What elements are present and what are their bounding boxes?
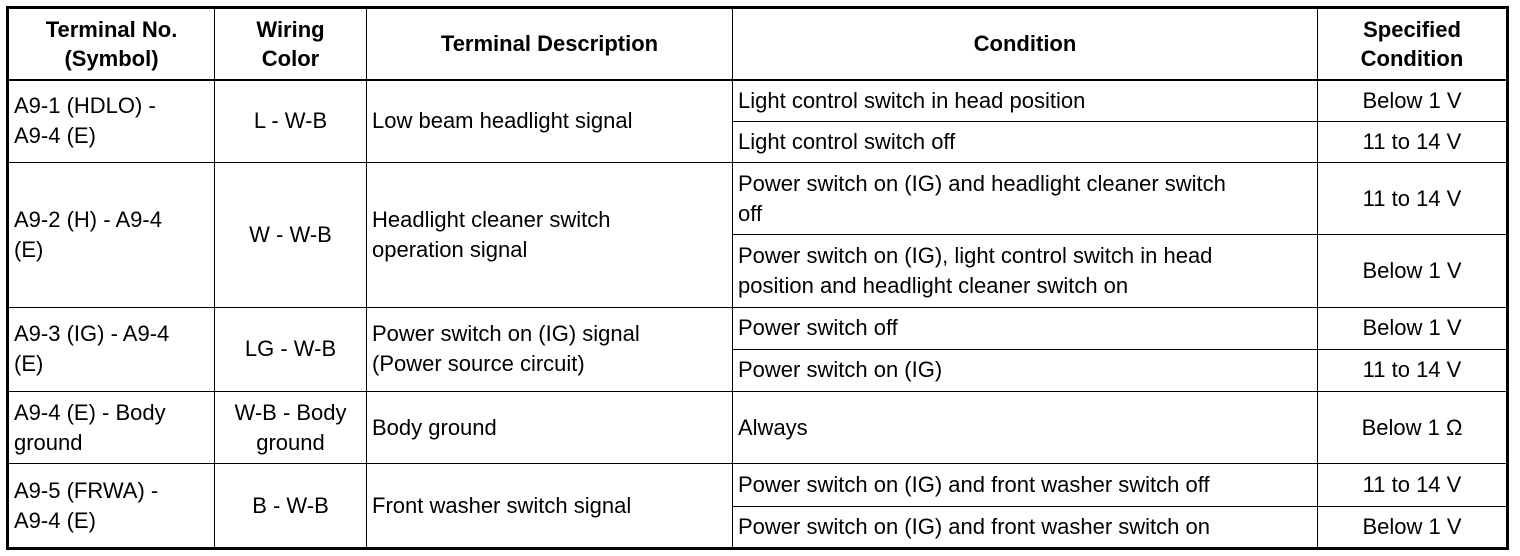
condition-cell: Light control switch in head position (733, 80, 1318, 121)
description-cell: Power switch on (IG) signal (Power source circuit) (367, 307, 733, 391)
description-cell: Body ground (367, 392, 733, 464)
wiring-color-cell: B - W-B (215, 464, 367, 549)
terminal-cell: A9-1 (HDLO) - A9-4 (E) (8, 80, 215, 162)
condition-cell: Power switch on (IG) and headlight cleaner switch off (733, 162, 1318, 234)
specified-condition-cell: Below 1 V (1318, 506, 1508, 548)
terminal-cell: A9-4 (E) - Body ground (8, 392, 215, 464)
specified-condition-cell: Below 1 V (1318, 307, 1508, 349)
specified-condition-cell: 11 to 14 V (1318, 464, 1508, 506)
description-cell: Headlight cleaner switch operation signal (367, 162, 733, 307)
wiring-color-cell: W - W-B (215, 162, 367, 307)
terminal-spec-table (6, 6, 1509, 550)
header-terminal: Terminal No. (Symbol) (8, 8, 215, 80)
condition-cell: Always (733, 392, 1318, 464)
condition-cell: Power switch on (IG) and front washer switch off (733, 464, 1318, 506)
header-wiring-color: Wiring Color (215, 8, 367, 80)
condition-cell: Power switch on (IG), light control switch in head position and headlight cleaner switch on (733, 235, 1318, 307)
table-row (8, 392, 1508, 464)
specified-condition-cell: Below 1 V (1318, 80, 1508, 121)
table-header-row (8, 8, 1508, 80)
header-terminal-description: Terminal Description (367, 8, 733, 80)
table-row (8, 307, 1508, 349)
description-cell: Low beam headlight signal (367, 80, 733, 162)
header-condition: Condition (733, 8, 1318, 80)
condition-cell: Power switch on (IG) and front washer switch on (733, 506, 1318, 548)
condition-cell: Power switch off (733, 307, 1318, 349)
terminal-cell: A9-5 (FRWA) - A9-4 (E) (8, 464, 215, 549)
description-cell: Front washer switch signal (367, 464, 733, 549)
terminal-cell: A9-3 (IG) - A9-4 (E) (8, 307, 215, 391)
wiring-color-cell: W-B - Body ground (215, 392, 367, 464)
condition-cell: Power switch on (IG) (733, 349, 1318, 391)
specified-condition-cell: 11 to 14 V (1318, 162, 1508, 234)
specified-condition-cell: 11 to 14 V (1318, 121, 1508, 162)
specified-condition-cell: 11 to 14 V (1318, 349, 1508, 391)
table-row (8, 80, 1508, 121)
wiring-color-cell: L - W-B (215, 80, 367, 162)
header-specified-condition: Specified Condition (1318, 8, 1508, 80)
condition-cell: Light control switch off (733, 121, 1318, 162)
wiring-color-cell: LG - W-B (215, 307, 367, 391)
specified-condition-cell: Below 1 Ω (1318, 392, 1508, 464)
terminal-cell: A9-2 (H) - A9-4 (E) (8, 162, 215, 307)
table-row (8, 464, 1508, 506)
specified-condition-cell: Below 1 V (1318, 235, 1508, 307)
table-row (8, 162, 1508, 234)
